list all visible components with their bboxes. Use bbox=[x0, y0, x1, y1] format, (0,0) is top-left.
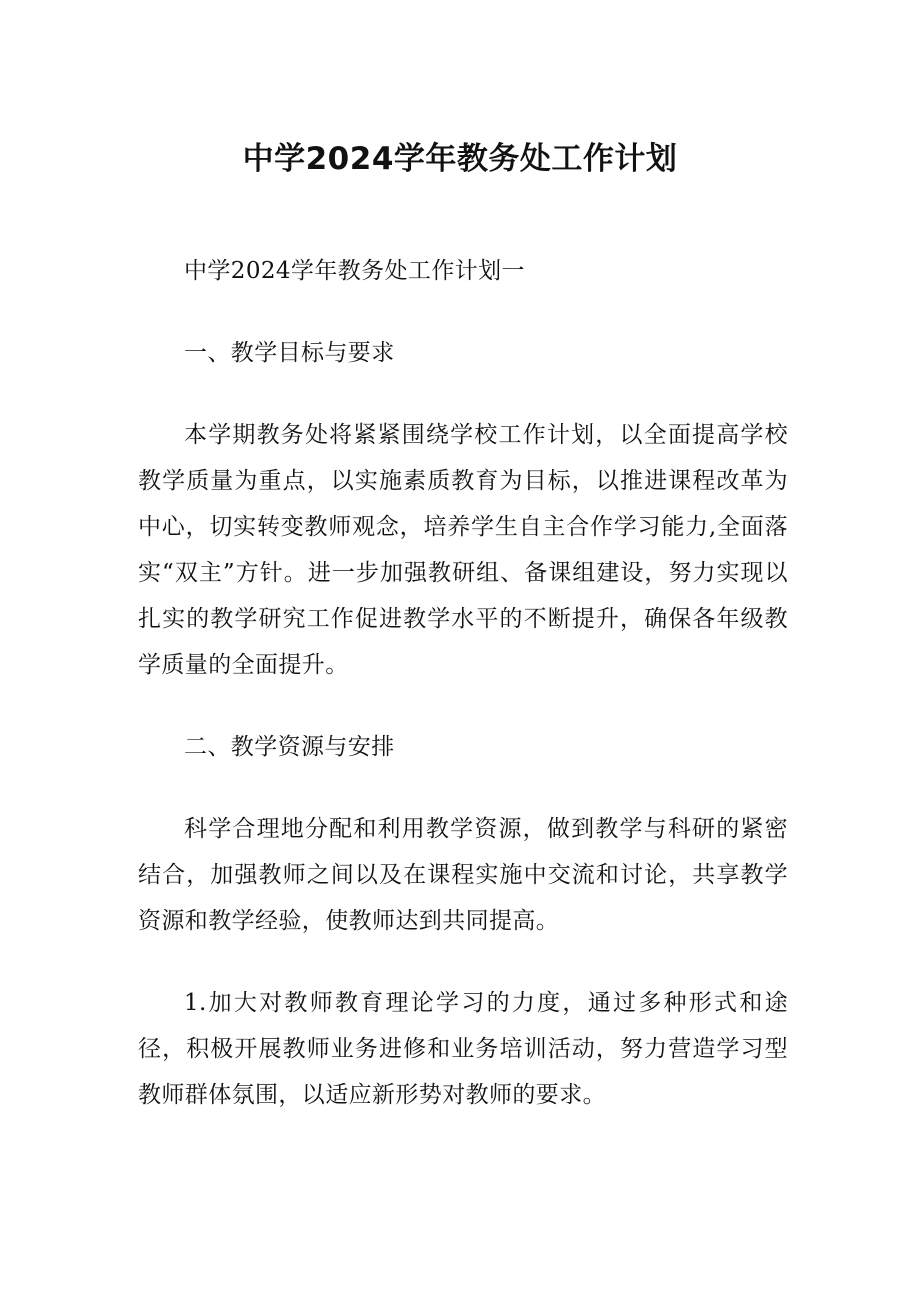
section-paragraph-resources: 科学合理地分配和利用教学资源，做到教学与科研的紧密结合，加强教师之间以及在课程实施中交流和讨论，共享教学资源和教学经验，使教师达到共同提高。 bbox=[138, 816, 788, 934]
section-heading-goals: 一、教学目标与要求 bbox=[184, 340, 395, 366]
section-paragraph-goals: 本学期教务处将紧紧围绕学校工作计划，以全面提高学校教学质量为重点，以实施素质教育为目标，以推进课程改革为中心，切实转变教师观念，培养学生自主合作学习能力,全面落实“双主”方针。进一步加强教研组、备课组建设，努力实现以扎实的教学研究工作促进教学水平的不断提升，确保各年级教学质量的全面提升。 bbox=[138, 422, 788, 678]
section-heading-resources: 二、教学资源与安排 bbox=[184, 734, 395, 760]
document-subtitle: 中学2024学年教务处工作计划一 bbox=[184, 258, 525, 284]
section-paragraph-training: 1.加大对教师教育理论学习的力度，通过多种形式和途径，积极开展教师业务进修和业务培训活动，努力营造学习型教师群体氛围，以适应新形势对教师的要求。 bbox=[138, 990, 788, 1108]
document-title: 中学2024学年教务处工作计划 bbox=[242, 140, 678, 177]
document-body bbox=[138, 248, 788, 1154]
